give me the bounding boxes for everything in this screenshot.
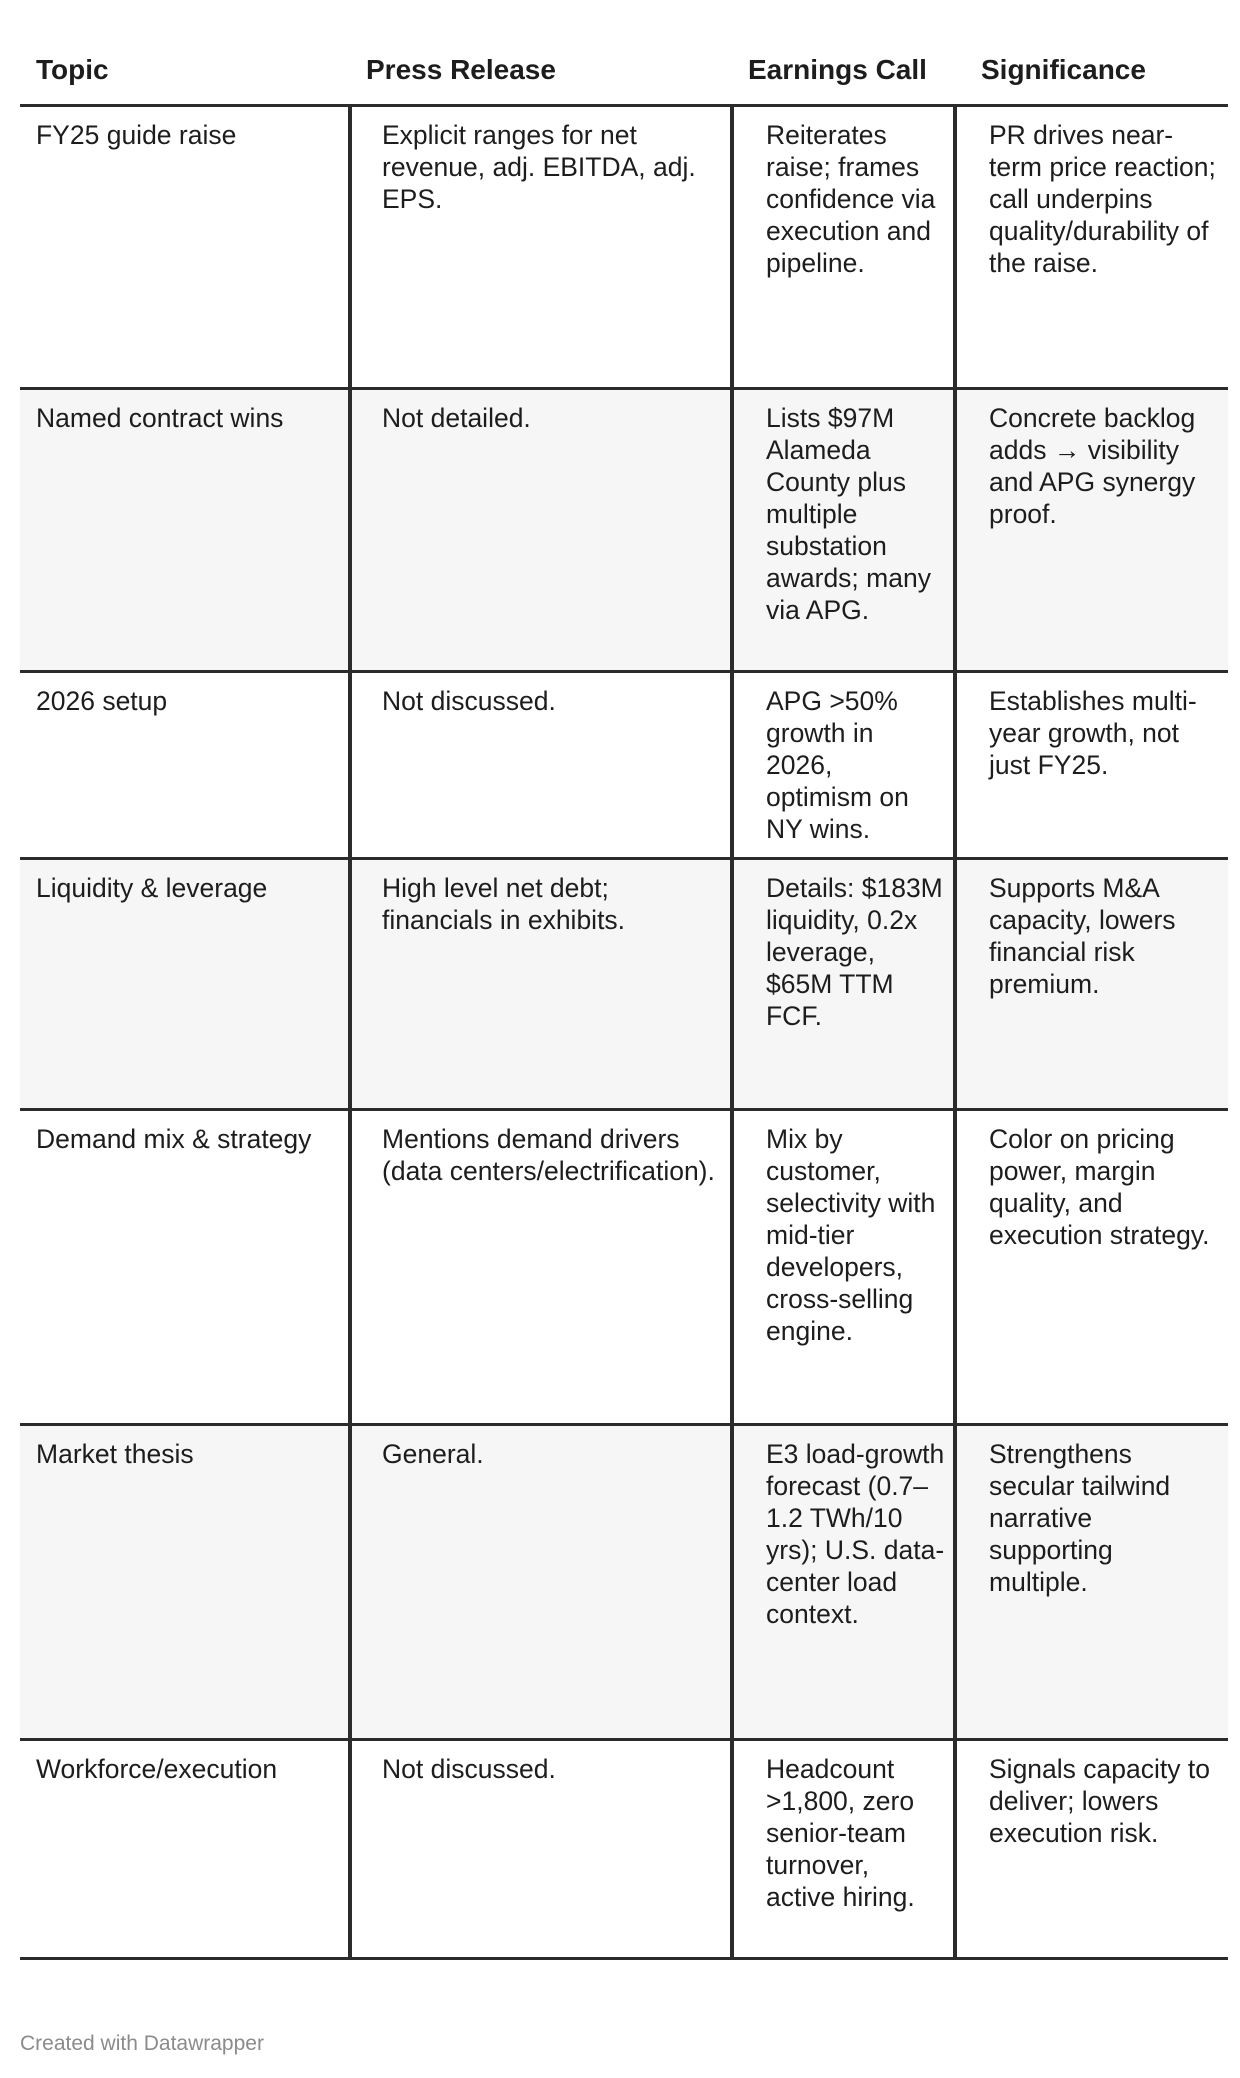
- press-release-cell: Mentions demand drivers (data centers/electrification).: [350, 1110, 732, 1425]
- header-row: [20, 52, 1228, 106]
- significance-cell: Concrete backlog adds → visibility and APG synergy proof.: [955, 389, 1228, 672]
- table-header: [20, 52, 1228, 106]
- topic-cell: Named contract wins: [20, 389, 350, 672]
- earnings-call-cell: Details: $183M liquidity, 0.2x leverage, $65M TTM FCF.: [732, 859, 955, 1110]
- earnings-call-cell: Reiterates raise; frames confidence via execution and pipeline.: [732, 106, 955, 389]
- earnings-call-cell: APG >50% growth in 2026, optimism on NY wins.: [732, 672, 955, 859]
- table-row: [20, 1110, 1228, 1425]
- significance-cell: PR drives near-term price reaction; call underpins quality/durability of the raise.: [955, 106, 1228, 389]
- table-row: [20, 1425, 1228, 1740]
- topic-cell: Workforce/execution: [20, 1740, 350, 1959]
- table-body: [20, 106, 1228, 1959]
- earnings-call-cell: Lists $97M Alameda County plus multiple substation awards; many via APG.: [732, 389, 955, 672]
- press-release-cell: Not discussed.: [350, 672, 732, 859]
- significance-cell: Signals capacity to deliver; lowers execution risk.: [955, 1740, 1228, 1959]
- press-release-cell: General.: [350, 1425, 732, 1740]
- press-release-cell: Not detailed.: [350, 389, 732, 672]
- table-row: [20, 389, 1228, 672]
- topic-cell: Demand mix & strategy: [20, 1110, 350, 1425]
- earnings-call-cell: Mix by customer, selectivity with mid-tier developers, cross-selling engine.: [732, 1110, 955, 1425]
- earnings-call-cell: E3 load-growth forecast (0.7–1.2 TWh/10 yrs); U.S. data-center load context.: [732, 1425, 955, 1740]
- table-row: [20, 859, 1228, 1110]
- earnings-call-cell: Headcount >1,800, zero senior-team turnover, active hiring.: [732, 1740, 955, 1959]
- topic-cell: Market thesis: [20, 1425, 350, 1740]
- column-header-press-release[interactable]: Press Release: [350, 52, 732, 106]
- significance-cell: Supports M&A capacity, lowers financial risk premium.: [955, 859, 1228, 1110]
- topic-cell: 2026 setup: [20, 672, 350, 859]
- column-header-earnings-call[interactable]: Earnings Call: [732, 52, 955, 106]
- press-release-cell: High level net debt; financials in exhibits.: [350, 859, 732, 1110]
- significance-cell: Establishes multi-year growth, not just FY25.: [955, 672, 1228, 859]
- table-row: [20, 672, 1228, 859]
- datawrapper-credit[interactable]: Created with Datawrapper: [20, 2032, 264, 2055]
- topic-cell: Liquidity & leverage: [20, 859, 350, 1110]
- comparison-table: [20, 52, 1228, 1960]
- column-header-topic[interactable]: Topic: [20, 52, 350, 106]
- press-release-cell: Not discussed.: [350, 1740, 732, 1959]
- significance-cell: Color on pricing power, margin quality, and execution strategy.: [955, 1110, 1228, 1425]
- table-row: [20, 1740, 1228, 1959]
- column-header-significance[interactable]: Significance: [955, 52, 1228, 106]
- table-row: [20, 106, 1228, 389]
- data-table-container: [20, 52, 1228, 1960]
- significance-cell: Strengthens secular tailwind narrative supporting multiple.: [955, 1425, 1228, 1740]
- press-release-cell: Explicit ranges for net revenue, adj. EBITDA, adj. EPS.: [350, 106, 732, 389]
- topic-cell: FY25 guide raise: [20, 106, 350, 389]
